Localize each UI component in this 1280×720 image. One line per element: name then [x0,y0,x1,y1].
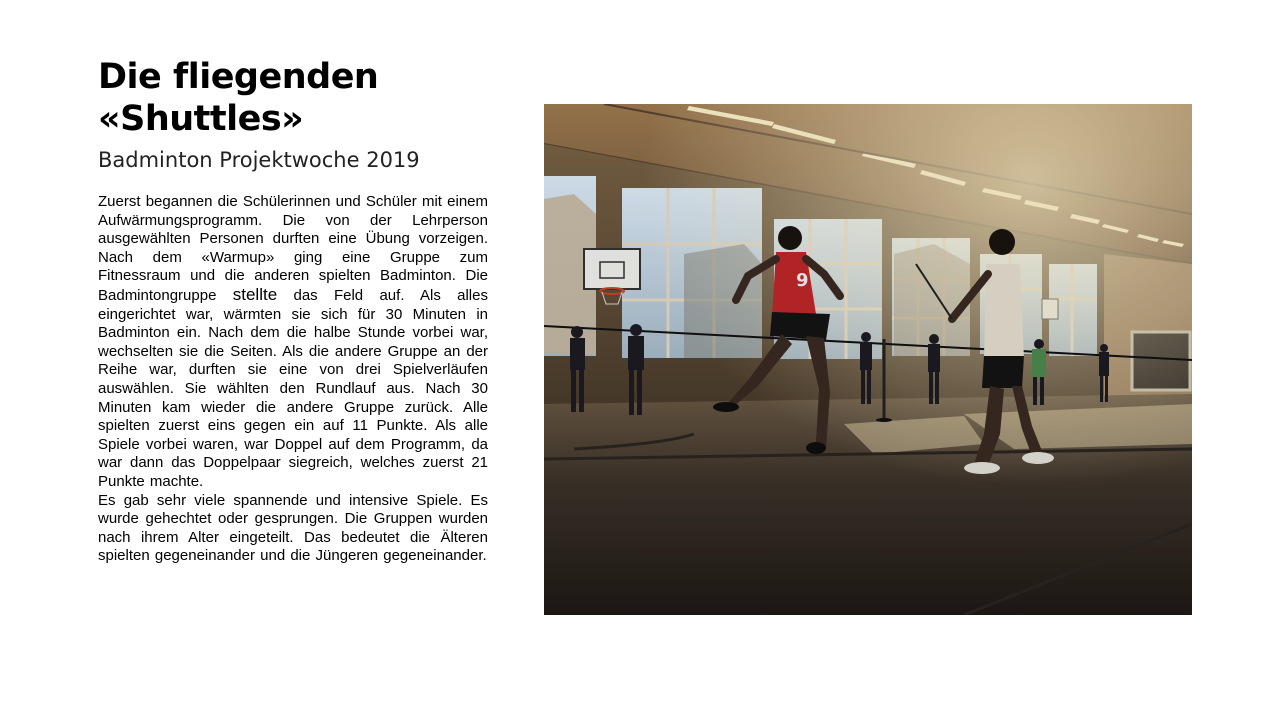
paragraph-1 [98,193,488,492]
jersey-number: 9 [796,270,809,291]
gym-photo [544,104,1192,615]
paragraph-1-part-a: Zuerst begannen die Schülerinnen und Schüler mit einem Aufwärmungsprogramm. Die von der Lehrperson ausgewählten Personen durften eine Übung vorzeigen. Nach dem «Warmup» ging eine Gruppe zum Fitnessraum und die anderen spielten Badminton. Die Badmintongruppe [98,193,488,304]
gym-photo-illustration [544,104,1192,615]
paragraph-1-emphasis: stellte [232,284,278,304]
title-line-1: Die fliegenden [98,57,379,97]
paragraph-2: Es gab sehr viele spannende und intensive Spiele. Es wurde gehechtet oder gesprungen. Die Gruppen wurden nach ihrem Alter eingeteilt. Das bedeutet die Älteren spielten gegeneinander und die Jüngeren gegeneinander. [98,491,488,565]
paragraph-1-part-b: das Feld auf. Als alles eingerichtet war, wärmten sie sich für 30 Minuten in Badminton ein. Nach dem die halbe Stunde vorbei war, wechselten sie die Seiten. Als die andere Gruppe an der Reihe war, durften sie eine von drei Spielverläufen auswählen. Sie wählten den Rundlauf aus. Nach 30 Minuten kam wieder die andere Gruppe zurück. Alle spielten zuerst eins gegen ein auf 11 Punkte. Als alle Spiele vorbei waren, war Doppel auf dem Programm, da war dann das Doppelpaar siegreich, welches zuerst 21 Punkte machte. [98,286,488,490]
vignette [544,104,1192,615]
title-line-2: «Shuttles» [98,99,304,139]
slide-title [98,56,478,140]
slide-subtitle: Badminton Projektwoche 2019 [98,148,420,172]
body-text [98,193,488,566]
